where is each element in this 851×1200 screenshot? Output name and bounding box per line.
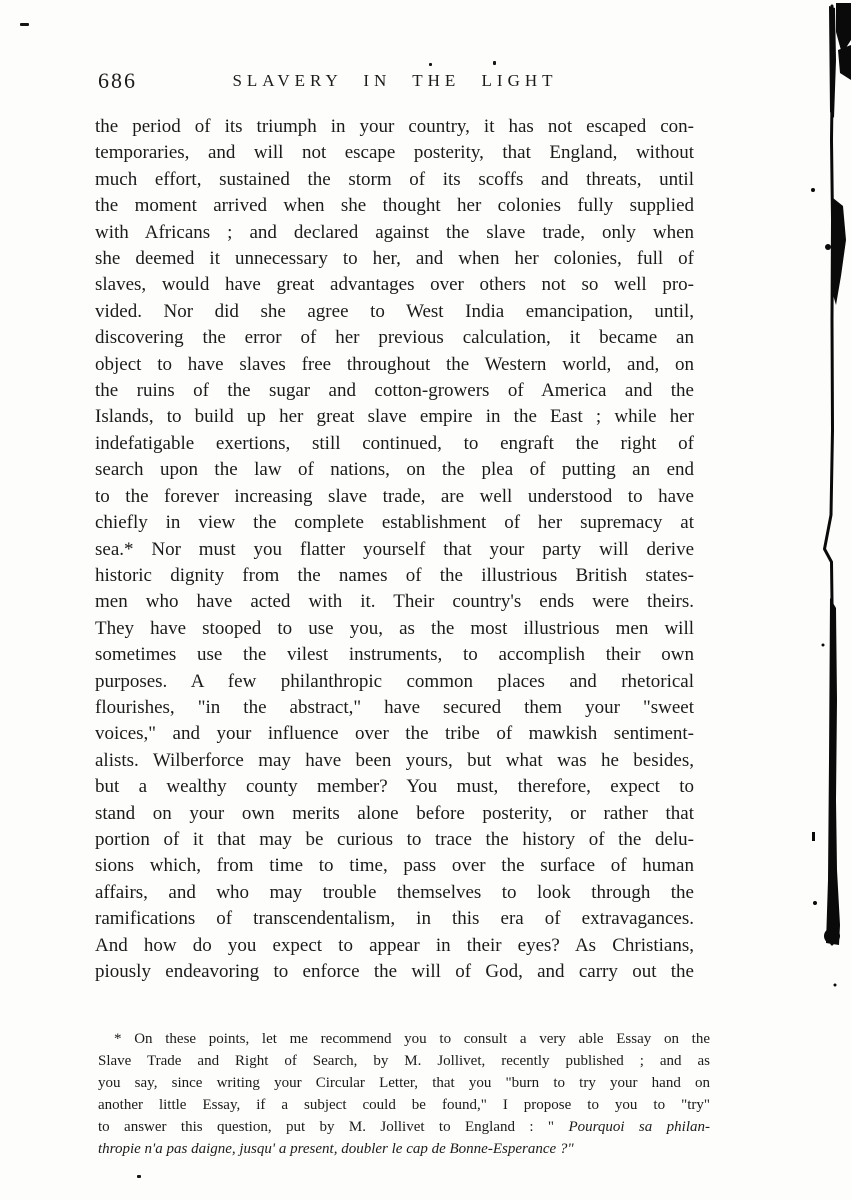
text-line: sea.* Nor must you flatter yourself that your party will derive [95, 538, 694, 560]
text-line: affairs, and who may trouble themselves to look through the [95, 881, 694, 903]
text-line: ramifications of transcendentalism, in this era of extravagances. [95, 908, 694, 930]
text-line: object to have slaves free throughout the Western world, and, on [95, 353, 694, 375]
scan-speck [137, 1175, 141, 1178]
scan-speck [20, 23, 29, 26]
text-line: but a wealthy county member? You must, therefore, expect to [95, 776, 694, 798]
text-line: chiefly in view the complete establishment of her supremacy at [95, 512, 694, 534]
text-line: purposes. A few philanthropic common places and rhetorical [95, 670, 694, 692]
text-line: Slave Trade and Right of Search, by M. Jollivet, recently published ; and as [98, 1053, 710, 1069]
text-line: flourishes, "in the abstract," have secured them your "sweet [95, 696, 694, 718]
text-line: sometimes use the vilest instruments, to accomplish their own [95, 644, 694, 666]
page-number: 686 [98, 68, 137, 93]
text-line: sions which, from time to time, pass over the surface of human [95, 855, 694, 877]
text-line: you say, since writing your Circular Letter, that you "burn to try your hand on [98, 1075, 710, 1091]
text-line: vided. Nor did she agree to West India emancipation, until, [95, 300, 694, 322]
text-line: with Africans ; and declared against the slave trade, only when [95, 221, 694, 243]
scan-speck [493, 61, 496, 65]
text-line: historic dignity from the names of the illustrious British states- [95, 564, 694, 586]
text-line: temporaries, and will not escape posterity, that England, without [95, 142, 694, 164]
text-line: stand on your own merits alone before posterity, or rather that [95, 802, 694, 824]
text-line: slaves, would have great advantages over others not so well pro- [95, 274, 694, 296]
text-line: men who have acted with it. Their country's ends were theirs. [95, 591, 694, 613]
text-line: to the forever increasing slave trade, are well understood to have [95, 485, 694, 507]
text-line: portion of it that may be curious to trace the history of the delu- [95, 828, 694, 850]
text-line: search upon the law of nations, on the plea of putting an end [95, 459, 694, 481]
text-line: the moment arrived when she thought her colonies fully supplied [95, 195, 694, 217]
text-line: * On these points, let me recommend you to consult a very able Essay on the [114, 1031, 710, 1047]
scan-speck [429, 63, 432, 66]
text-line: to answer this question, put by M. Jollivet to England : " Pourquoi sa philan- [98, 1119, 710, 1135]
footnote [98, 1028, 710, 1160]
text-line: voices," and your influence over the tribe of mawkish sentiment- [95, 723, 694, 745]
text-line: she deemed it unnecessary to her, and when her colonies, full of [95, 248, 694, 270]
text-line: They have stooped to use you, as the most illustrious men will [95, 617, 694, 639]
text-line: the ruins of the sugar and cotton-growers of America and the [95, 380, 694, 402]
text-line: thropie n'a pas daigne, jusqu' a present, doubler le cap de Bonne-Esperance ?" [98, 1141, 574, 1157]
body-text [95, 114, 694, 985]
running-header-title: SLAVERY IN THE LIGHT [232, 71, 558, 90]
scan-artifact-right-edge [790, 0, 851, 1200]
text-line: And how do you expect to appear in their eyes? As Christians, [95, 934, 694, 956]
text-line: piously endeavoring to enforce the will of God, and carry out the [95, 961, 694, 982]
text-line: much effort, sustained the storm of its scoffs and threats, until [95, 168, 694, 190]
text-line: discovering the error of her previous calculation, it became an [95, 327, 694, 349]
text-line: another little Essay, if a subject could be found," I propose to you to "try" [98, 1097, 710, 1113]
text-line: the period of its triumph in your country, it has not escaped con- [95, 116, 694, 137]
text-line: alists. Wilberforce may have been yours, but what was he besides, [95, 749, 694, 771]
text-line: indefatigable exertions, still continued, to engraft the right of [95, 432, 694, 454]
text-line: Islands, to build up her great slave empire in the East ; while her [95, 406, 694, 428]
